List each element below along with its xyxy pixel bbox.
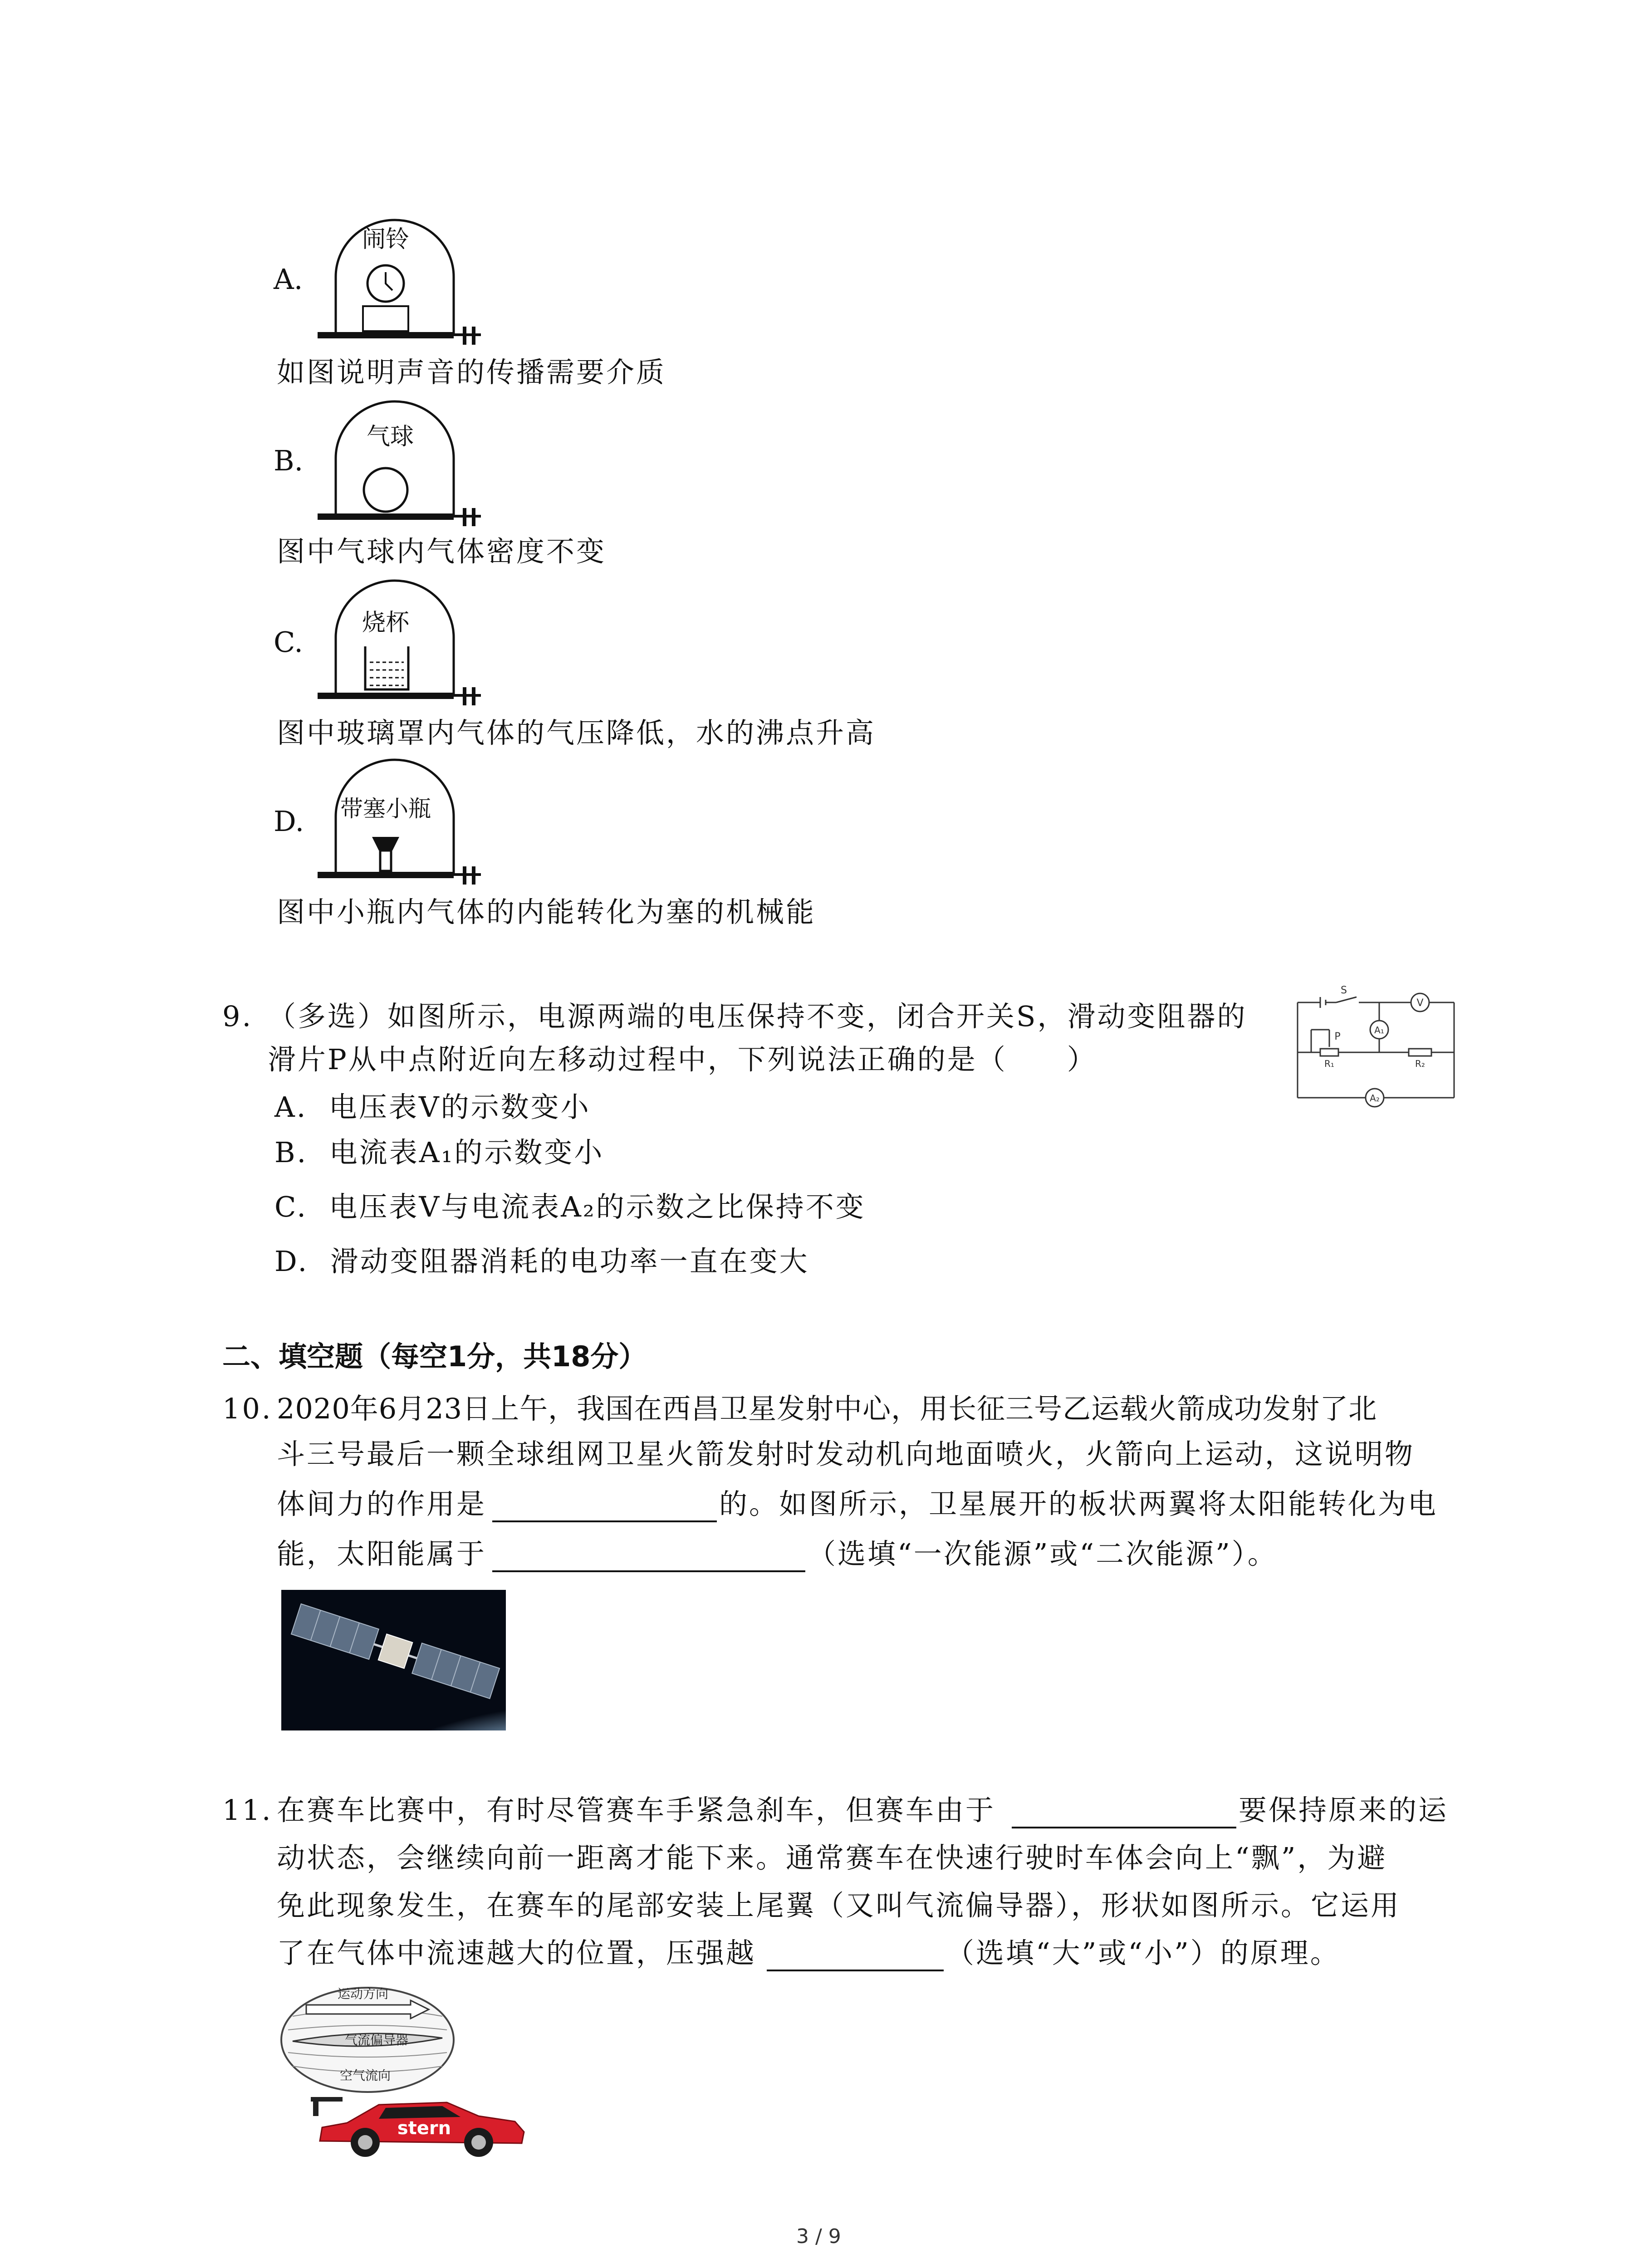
- q11-line3: 免此现象发生，在赛车的尾部安装上尾翼（又叫气流偏导器），形状如图所示。它运用: [277, 1889, 1401, 1922]
- q11-line1-b: 要保持原来的运: [1239, 1794, 1449, 1827]
- q8-option-d-caption: 图中小瓶内气体的内能转化为塞的机械能: [277, 895, 816, 929]
- q8-option-c-label: 烧杯: [362, 609, 410, 636]
- q9-option-d-text: 滑动变阻器消耗的电功率一直在变大: [330, 1245, 809, 1278]
- q9-option-a-letter: A.: [274, 1090, 308, 1124]
- circuit-switch-label: S: [1341, 985, 1347, 996]
- q8-option-b-letter: B.: [274, 444, 304, 477]
- q9-option-d: [274, 1247, 809, 1276]
- q8-option-c-letter: C.: [274, 626, 303, 659]
- q9-stem-line1: （多选）如图所示，电源两端的电压保持不变，闭合开关S，滑动变阻器的: [268, 1000, 1247, 1033]
- circuit-ammeter1-label: A₁: [1374, 1025, 1384, 1036]
- q10-line2: 斗三号最后一颗全球组网卫星火箭发射时发动机向地面喷火，火箭向上运动，这说明物: [277, 1437, 1415, 1471]
- circuit-r1-label: R₁: [1324, 1058, 1334, 1069]
- airflow-deflector-diagram: [279, 1984, 458, 2096]
- q11-line4-a: 了在气体中流速越大的位置，压强越: [277, 1936, 756, 1970]
- q10-number: 10.: [222, 1392, 273, 1425]
- circuit-slider-label: P: [1334, 1031, 1341, 1042]
- diagram-deflector-label: 气流偏导器: [344, 2033, 409, 2048]
- q8-option-a-label: 闹铃: [362, 226, 410, 253]
- q9-number: 9.: [222, 1000, 253, 1033]
- diagram-airflow-label: 空气流向: [339, 2068, 391, 2083]
- q9-option-d-letter: D.: [274, 1245, 309, 1278]
- circuit-voltmeter-label: V: [1416, 997, 1424, 1009]
- q8-option-c-caption: 图中玻璃罩内气体的气压降低，水的沸点升高: [277, 716, 876, 749]
- q10-line1: 2020年6月23日上午，我国在西昌卫星发射中心，用长征三号乙运载火箭成功发射了北: [277, 1392, 1377, 1425]
- q11-line2: 动状态，会继续向前一距离才能下来。通常赛车在快速行驶时车体会向上“飘”，为避: [277, 1841, 1387, 1874]
- circuit-r2-label: R₂: [1415, 1058, 1425, 1069]
- q11-blank-1[interactable]: [1012, 1827, 1236, 1828]
- q11-line1-a: 在赛车比赛中，有时尽管赛车手紧急刹车，但赛车由于: [277, 1794, 996, 1827]
- q8-option-a-caption: 如图说明声音的传播需要介质: [277, 356, 666, 389]
- circuit-ammeter2-label: A₂: [1370, 1093, 1380, 1104]
- race-car-image: [311, 2089, 533, 2161]
- car-sponsor-text: stern: [397, 2118, 451, 2139]
- q9-circuit-diagram: [1293, 980, 1461, 1111]
- q8-option-b-label: 气球: [366, 423, 414, 450]
- q9-option-a-text: 电压表V的示数变小: [328, 1090, 591, 1124]
- q11-number: 11.: [222, 1794, 273, 1827]
- q9-option-b: [274, 1136, 604, 1169]
- page-number: 3 / 9: [796, 2225, 841, 2248]
- q9-option-b-text: 电流表A₁的示数变小: [329, 1136, 604, 1169]
- q9-stem-line2: 滑片P从中点附近向左移动过程中，下列说法正确的是（ ）: [268, 1043, 1097, 1076]
- q10-line4-a: 能，太阳能属于: [277, 1537, 487, 1570]
- q10-line3-b: 的。如图所示，卫星展开的板状两翼将太阳能转化为电: [719, 1487, 1438, 1520]
- q9-option-c-text: 电压表V与电流表A₂的示数之比保持不变: [329, 1190, 866, 1223]
- q10-blank-1[interactable]: [492, 1520, 717, 1522]
- q11-blank-2[interactable]: [767, 1970, 944, 1971]
- q9-option-c-letter: C.: [274, 1190, 308, 1223]
- q9-option-a: [274, 1090, 591, 1124]
- q10-line3-a: 体间力的作用是: [277, 1487, 487, 1520]
- diagram-motion-label: 运动方向: [337, 1986, 389, 2001]
- q8-option-d-letter: D.: [274, 805, 304, 838]
- satellite-image: [281, 1590, 506, 1730]
- bell-jar-balloon-figure: [318, 395, 513, 531]
- bell-jar-alarm-figure: [318, 213, 513, 349]
- q8-option-b-caption: 图中气球内气体密度不变: [277, 535, 607, 568]
- q10-line4-b: （选填“一次能源”或“二次能源”）。: [808, 1537, 1278, 1570]
- q8-option-a-letter: A.: [274, 263, 303, 296]
- q11-line4-b: （选填“大”或“小”）的原理。: [946, 1936, 1340, 1970]
- q10-blank-2[interactable]: [492, 1570, 805, 1572]
- q9-option-c: [274, 1190, 866, 1223]
- bell-jar-stoppered-bottle-figure: [318, 753, 513, 889]
- bell-jar-beaker-figure: [318, 574, 513, 710]
- q8-option-d-label: 带塞小瓶: [340, 796, 431, 822]
- section-2-title: 二、填空题（每空1分，共18分）: [222, 1340, 647, 1373]
- q9-option-b-letter: B.: [274, 1136, 308, 1169]
